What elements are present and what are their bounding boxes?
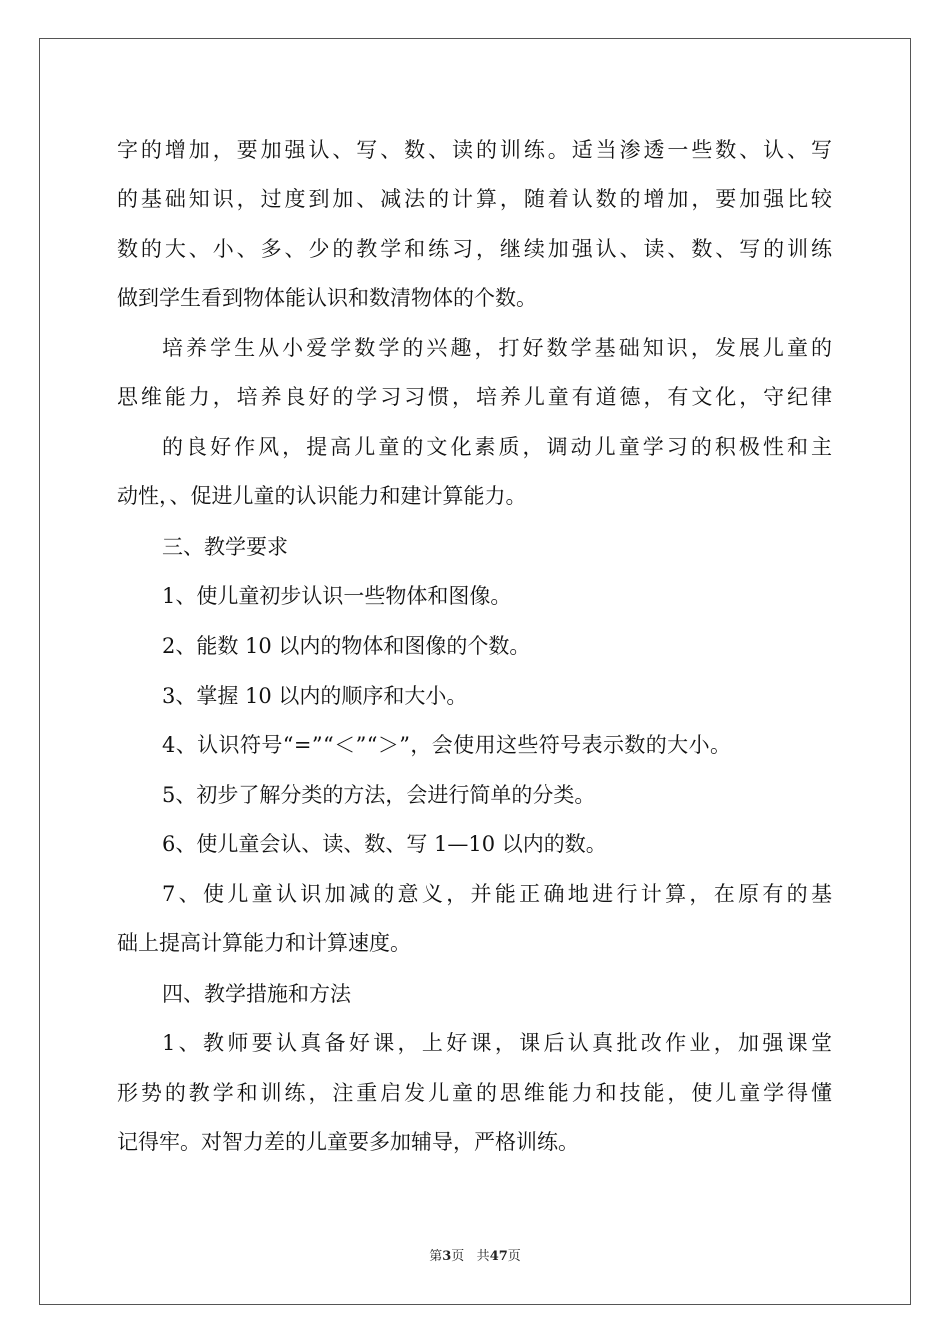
- text-line: 的良好作风，提高儿童的文化素质，调动儿童学习的积极性和主: [162, 435, 836, 459]
- text-line: 记得牢。对智力差的儿童要多加辅导，严格训练。: [117, 1130, 579, 1154]
- text-line: 思维能力，培养良好的学习习惯，培养儿童有道德，有文化，守纪律: [117, 385, 835, 409]
- footer-prefix: 第: [429, 1249, 443, 1264]
- list-item: 2、能数 10 以内的物体和图像的个数。: [162, 634, 531, 658]
- list-item: 4、认识符号“=”“＜”“＞”，会使用这些符号表示数的大小。: [162, 733, 732, 757]
- list-item: 1、教师要认真备好课，上好课，课后认真批改作业，加强课堂: [162, 1031, 836, 1055]
- current-page-number: 3: [442, 1249, 452, 1264]
- text-line: 的基础知识，过度到加、减法的计算，随着认数的增加，要加强比较: [117, 187, 835, 211]
- text-line: 数的大、小、多、少的教学和练习，继续加强认、读、数、写的训练: [117, 237, 835, 261]
- section-heading: 三、教学要求: [162, 535, 288, 559]
- text-line: 础上提高计算能力和计算速度。: [117, 931, 411, 955]
- total-pages-number: 47: [489, 1249, 508, 1264]
- page-border: [39, 38, 911, 1305]
- list-item: 6、使儿童会认、读、数、写 1—10 以内的数。: [162, 832, 607, 856]
- list-item: 7、使儿童认识加减的意义，并能正确地进行计算，在原有的基: [162, 882, 836, 906]
- text-line: 形势的教学和训练，注重启发儿童的思维能力和技能，使儿童学得懂: [117, 1081, 835, 1105]
- list-item: 1、使儿童初步认识一些物体和图像。: [162, 584, 512, 608]
- section-heading: 四、教学措施和方法: [162, 982, 351, 1006]
- text-line: 做到学生看到物体能认识和数清物体的个数。: [117, 286, 537, 310]
- text-line: 字的增加，要加强认、写、数、读的训练。适当渗透一些数、认、写: [117, 138, 835, 162]
- footer-total-prefix: 共: [476, 1249, 490, 1264]
- text-line: 动性，、促进儿童的认识能力和建计算能力。: [117, 484, 527, 508]
- list-item: 5、初步了解分类的方法，会进行简单的分类。: [162, 783, 596, 807]
- footer-total-suffix: 页: [507, 1249, 521, 1264]
- list-item: 3、掌握 10 以内的顺序和大小。: [162, 684, 468, 708]
- text-line: 培养学生从小爱学数学的兴趣，打好数学基础知识，发展儿童的: [162, 336, 836, 360]
- footer-page-suffix: 页: [451, 1249, 465, 1264]
- page-footer: [0, 1250, 950, 1263]
